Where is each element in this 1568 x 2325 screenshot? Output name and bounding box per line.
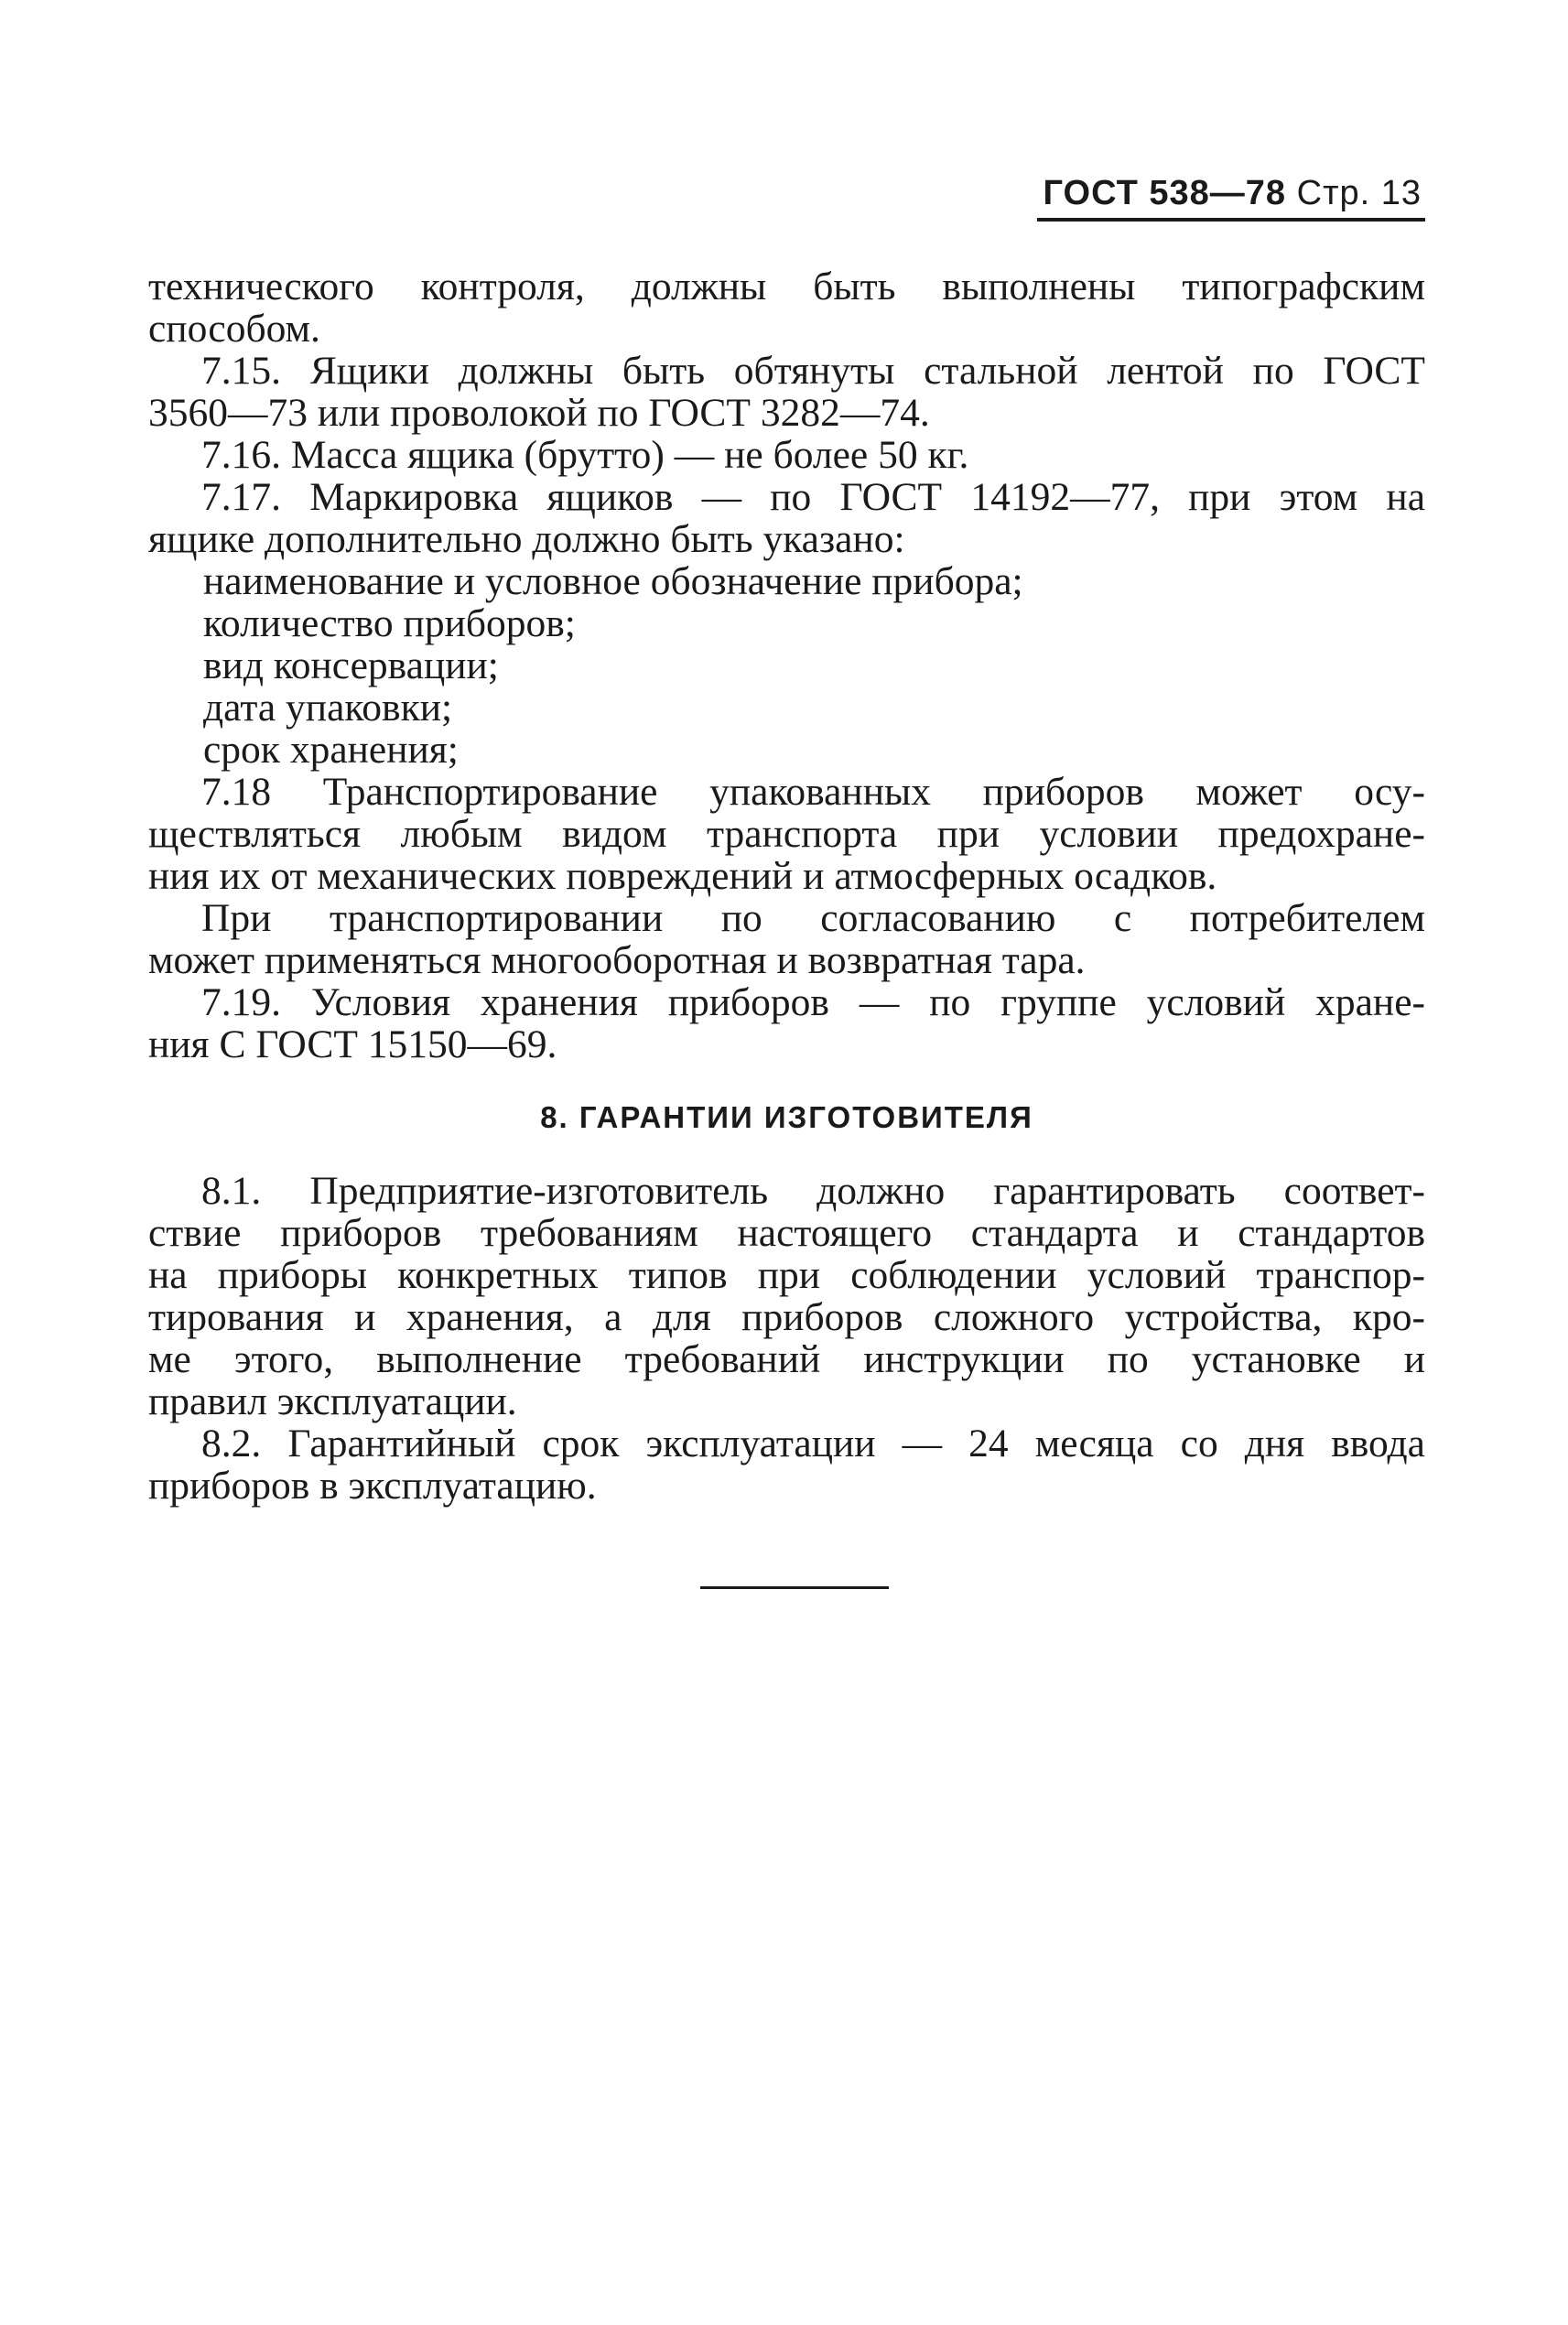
text-line: 7.15. Ящики должны быть обтянуты стальной лентой по ГОСТ	[201, 349, 1425, 393]
list-item: вид консервации;	[203, 643, 499, 687]
text-line: приборов в эксплуатацию.	[148, 1464, 597, 1508]
text-line: 7.19. Условия хранения приборов — по группе условий хране-	[201, 980, 1425, 1024]
text-line: технического контроля, должны быть выполнены типографским	[148, 265, 1425, 308]
text-line: 8.1. Предприятие-изготовитель должно гарантировать соответ-	[201, 1169, 1425, 1213]
text-line: ния С ГОСТ 15150—69.	[148, 1022, 557, 1066]
text-line: 8.2. Гарантийный срок эксплуатации — 24 месяца со дня ввода	[201, 1422, 1425, 1465]
text-line: на приборы конкретных типов при соблюдении условий транспор-	[148, 1253, 1425, 1297]
text-line: ния их от механических повреждений и атмосферных осадков.	[148, 854, 1217, 898]
list-item: дата упаковки;	[203, 686, 453, 730]
text-line: способом.	[148, 307, 320, 351]
text-line: 7.17. Маркировка ящиков — по ГОСТ 14192—77, при этом на	[201, 475, 1425, 519]
page-number: Стр. 13	[1296, 174, 1422, 212]
document-body	[148, 265, 1425, 1507]
header-rule	[1037, 218, 1425, 222]
text-line: При транспортировании по согласованию с потребителем	[201, 896, 1425, 940]
list-item: срок хранения;	[203, 728, 459, 772]
page-header	[1044, 174, 1422, 213]
section-heading: 8. ГАРАНТИИ ИЗГОТОВИТЕЛЯ	[540, 1100, 1033, 1134]
end-rule	[700, 1586, 889, 1589]
standard-number: ГОСТ 538—78	[1043, 174, 1287, 212]
text-line: правил эксплуатации.	[148, 1379, 517, 1423]
text-line: ствие приборов требованиям настоящего стандарта и стандартов	[148, 1211, 1425, 1255]
text-line: 3560—73 или проволокой по ГОСТ 3282—74.	[148, 391, 930, 435]
list-item: количество приборов;	[203, 601, 576, 645]
text-line: ме этого, выполнение требований инструкции по установке и	[148, 1337, 1425, 1381]
text-line: может применяться многооборотная и возвратная тара.	[148, 938, 1086, 982]
text-line: ящике дополнительно должно быть указано:	[148, 517, 905, 561]
text-line: ществляться любым видом транспорта при условии предохране-	[148, 812, 1425, 856]
list-item: наименование и условное обозначение прибора;	[203, 559, 1023, 603]
text-line: 7.18 Транспортирование упакованных приборов может осу-	[201, 770, 1425, 814]
text-line: тирования и хранения, а для приборов сложного устройства, кро-	[148, 1295, 1425, 1339]
text-line: 7.16. Масса ящика (брутто) — не более 50 кг.	[201, 433, 969, 477]
